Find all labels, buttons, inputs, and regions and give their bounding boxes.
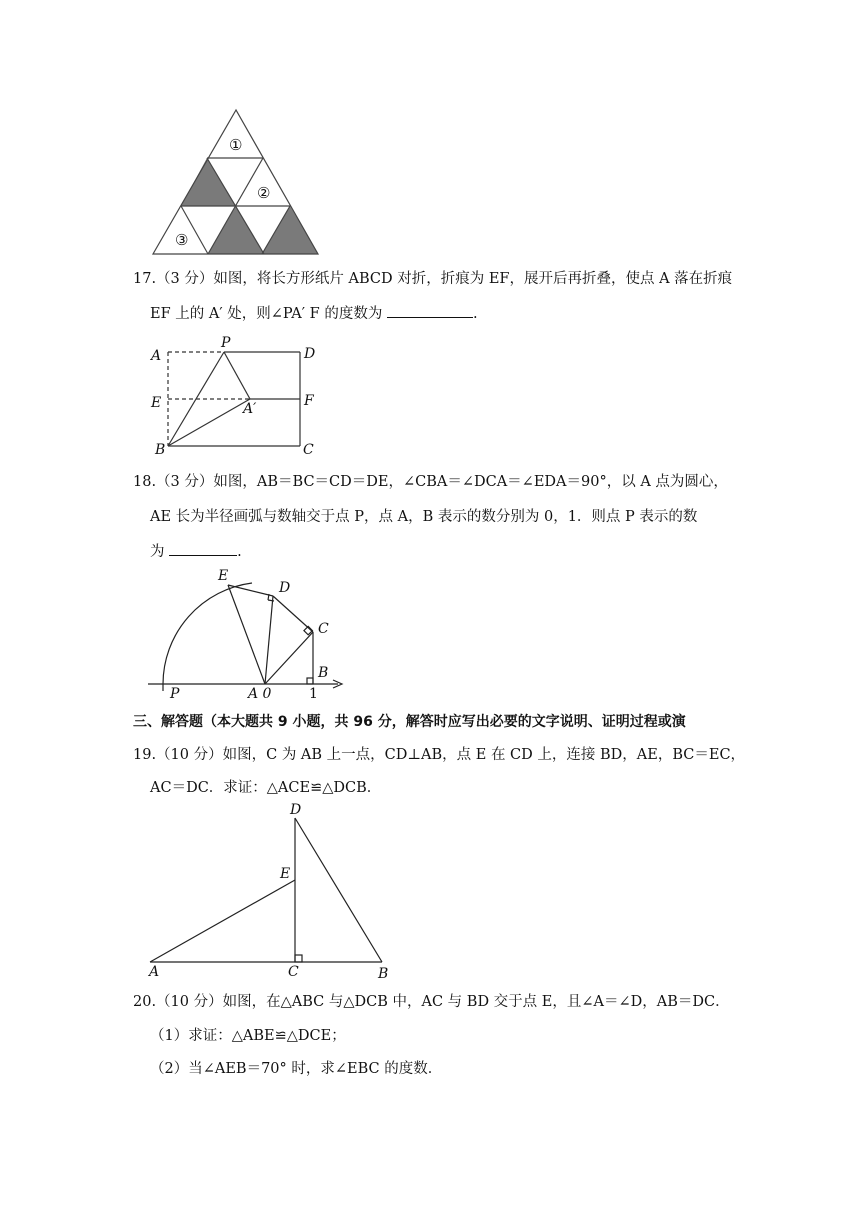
q19-line1: 19.（10 分）如图，C 为 AB 上一点，CD⊥AB，点 E 在 CD 上，连接 BD，AE，BC＝EC， xyxy=(133,747,746,763)
q20-part2: （2）当∠AEB＝70° 时，求∠EBC 的度数． xyxy=(150,1061,443,1077)
label-1: ① xyxy=(229,136,243,154)
label-3: ③ xyxy=(175,231,189,249)
q17-label-A-prime: A′ xyxy=(243,401,257,417)
q19-label-C: C xyxy=(288,964,299,980)
label-2: ② xyxy=(257,184,271,202)
q20-part1: （1）求证：△ABE≌△DCE； xyxy=(150,1028,346,1044)
q18-label-B: B xyxy=(318,665,329,681)
q18-line2: AE 长为半径画弧与数轴交于点 P，点 A，B 表示的数分别为 0，1．则点 P 表示的数 xyxy=(150,509,698,525)
q17-label-D: D xyxy=(304,346,316,362)
q19-label-A: A xyxy=(149,964,160,980)
q17-label-P: P xyxy=(221,335,231,351)
q17-end: . xyxy=(472,306,478,322)
q20-line1: 20.（10 分）如图，在△ABC 与△DCB 中，AC 与 BD 交于点 E，且∠A＝∠D，AB＝DC． xyxy=(133,994,730,1010)
q18-line3-text: 为 xyxy=(150,544,170,560)
q17-label-C: C xyxy=(303,442,314,458)
section-heading: 三、解答题（本大题共 9 小题，共 96 分，解答时应写出必要的文字说明、证明过程或演 xyxy=(133,714,686,730)
q19-label-E: E xyxy=(280,866,291,882)
q18-label-1: 1 xyxy=(309,686,318,702)
q19-label-D: D xyxy=(290,802,302,818)
q17-label-B: B xyxy=(155,442,166,458)
q18-label-C: C xyxy=(318,621,329,637)
q19-label-B: B xyxy=(378,966,389,982)
q18-label-E: E xyxy=(218,568,229,584)
q18-label-D: D xyxy=(279,580,291,596)
q19-line2: AC＝DC．求证：△ACE≌△DCB． xyxy=(150,780,382,796)
q18-label-A0: A 0 xyxy=(248,686,272,702)
q18-end: . xyxy=(237,544,242,560)
q18-label-P: P xyxy=(170,686,180,702)
q17-label-E: E xyxy=(151,395,162,411)
q17-label-F: F xyxy=(304,393,314,409)
q17-line1: 17.（3 分）如图，将长方形纸片 ABCD 对折，折痕为 EF，展开后再折叠，使点 A 落在折痕 xyxy=(133,271,733,287)
q18-line1: 18.（3 分）如图，AB＝BC＝CD＝DE，∠CBA＝∠DCA＝∠EDA＝90°，以 A 点为圆心， xyxy=(133,474,728,490)
q17-line2-text: EF 上的 A′ 处，则∠PA′ F 的度数为 xyxy=(150,306,387,322)
q17-label-A: A xyxy=(151,348,162,364)
